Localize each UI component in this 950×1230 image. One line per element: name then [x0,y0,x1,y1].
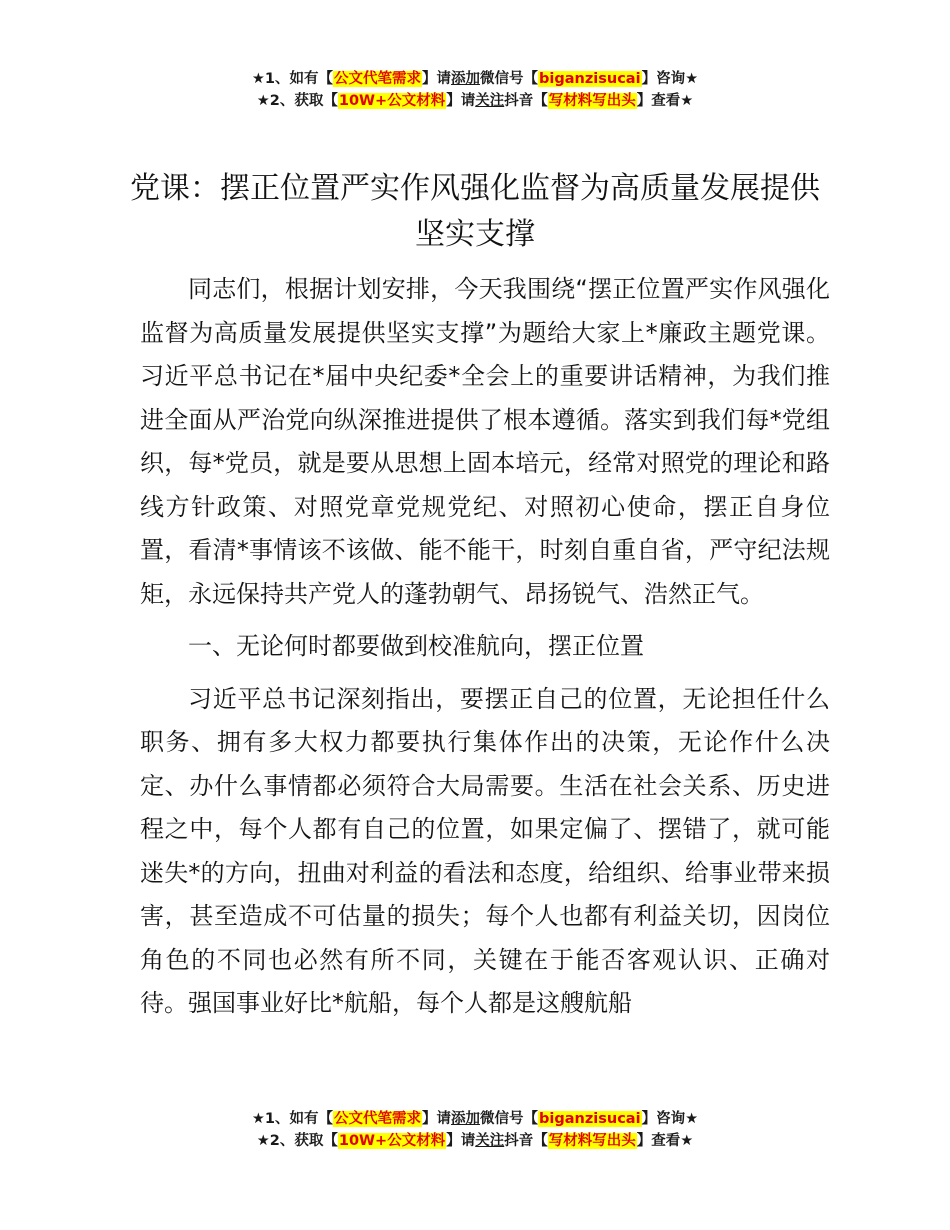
header-banner [0,68,950,112]
banner-text: ★2、获取【 [256,1133,338,1149]
banner-text: 】查看★ [636,93,694,109]
banner-text: 抖音【 [504,1133,548,1149]
banner-line-1 [0,68,950,90]
section-heading: 一、无论何时都要做到校准航向，摆正位置 [188,632,644,660]
highlight-wechat-id: biganzisucai [539,71,641,87]
highlight-wechat-id: biganzisucai [539,1111,641,1127]
banner-line-2 [0,90,950,112]
banner-line-1 [0,1108,950,1130]
banner-emphasis: 关注 [475,93,505,109]
banner-text: 】请 [446,93,476,109]
banner-emphasis: 添加 [451,71,481,87]
banner-text: ★2、获取【 [256,93,338,109]
highlight-materials: 10W+公文材料 [338,93,446,109]
banner-emphasis: 添加 [451,1111,481,1127]
highlight-douyin-account: 写材料写出头 [548,1133,636,1149]
banner-text: 】请 [446,1133,476,1149]
paragraph-intro: 同志们，根据计划安排，今天我围绕“摆正位置严实作风强化监督为高质量发展提供坚实支撑”为题给大家上*廉政主题党课。习近平总书记在*届中央纪委*全会上的重要讲话精神，为我们推进全面从严治党向纵深推进提供了根本遵循。落实到我们每*党组织，每*党员，就是要从思想上固本培元，经常对照党的理论和路线方针政策、对照党章党规党纪、对照初心使命，摆正自身位置，看清*事情该不该做、能不能干，时刻自重自省，严守纪法规矩，永远保持共产党人的蓬勃朝气、昂扬锐气、浩然正气。 [140,275,830,608]
banner-line-2 [0,1130,950,1152]
banner-emphasis: 关注 [475,1133,505,1149]
banner-text: 微信号【 [480,71,539,87]
banner-text: ★1、如有【 [251,71,334,87]
highlight-douyin-account: 写材料写出头 [548,93,636,109]
banner-text: 】请 [422,71,452,87]
banner-text: 】请 [422,1111,452,1127]
highlight-service: 公文代笔需求 [334,71,422,87]
document-body [140,268,830,1026]
banner-text: 微信号【 [480,1111,539,1127]
banner-text: ★1、如有【 [251,1111,334,1127]
banner-text: 】咨询★ [641,1111,699,1127]
highlight-materials: 10W+公文材料 [338,1133,446,1149]
banner-text: 】查看★ [636,1133,694,1149]
paragraph-body: 习近平总书记深刻指出，要摆正自己的位置，无论担任什么职务、拥有多大权力都要执行集体作出的决策，无论作什么决定、办什么事情都必须符合大局需要。生活在社会关系、历史进程之中，每个人都有自己的位置，如果定偏了、摆错了，就可能迷失*的方向，扭曲对利益的看法和态度，给组织、给事业带来损害，甚至造成不可估量的损失；每个人也都有利益关切，因岗位角色的不同也必然有所不同，关键在于能否客观认识、正确对待。强国事业好比*航船，每个人都是这艘航船 [140,684,830,1017]
footer-banner [0,1108,950,1152]
banner-text: 抖音【 [504,93,548,109]
highlight-service: 公文代笔需求 [334,1111,422,1127]
banner-text: 】咨询★ [641,71,699,87]
document-title: 党课：摆正位置严实作风强化监督为高质量发展提供坚实支撑 [130,171,820,252]
